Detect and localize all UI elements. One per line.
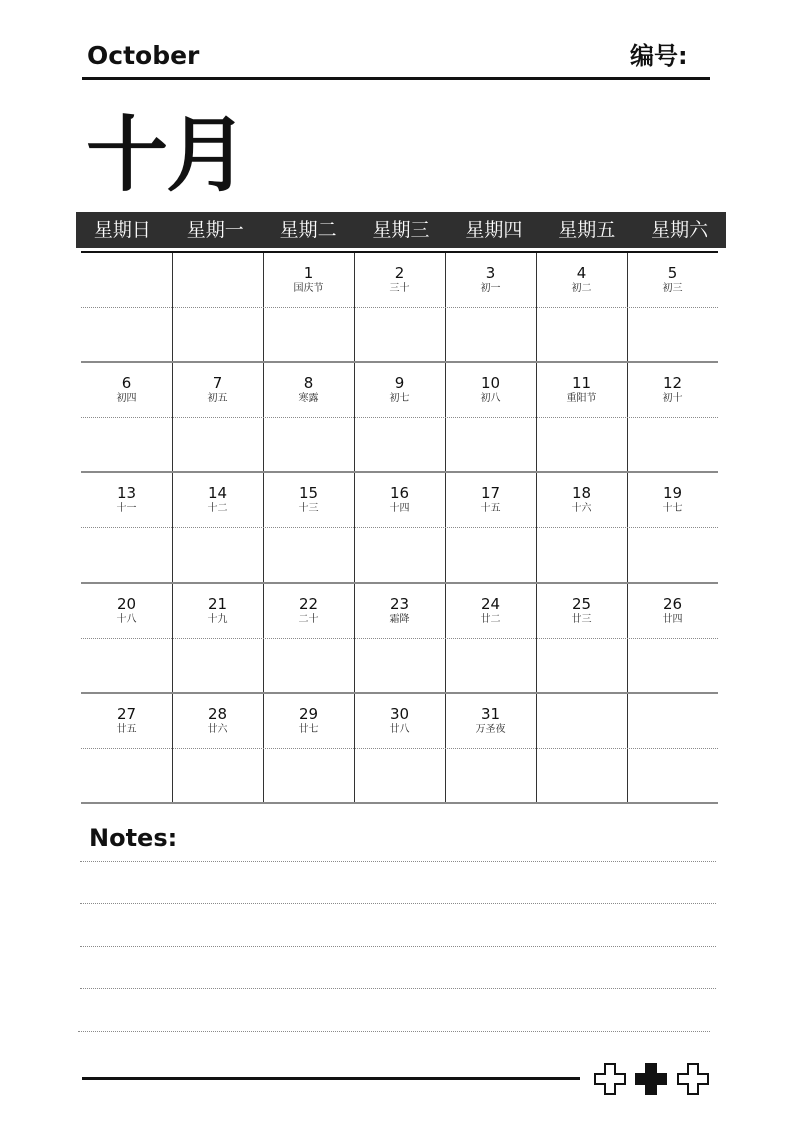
grid-row-divider — [81, 471, 718, 473]
lunar-date: 十四 — [389, 503, 410, 514]
number-label: 编号: — [630, 42, 688, 70]
day-number: 5 — [667, 264, 678, 282]
grid-dotted-line — [81, 417, 718, 418]
lunar-date: 十二 — [207, 503, 228, 514]
calendar-day-cell[interactable] — [445, 705, 536, 737]
lunar-date: 初五 — [207, 393, 228, 404]
day-number: 19 — [662, 484, 683, 502]
lunar-date: 十六 — [571, 503, 592, 514]
day-number: 3 — [485, 264, 496, 282]
day-number: 6 — [121, 374, 132, 392]
weekday-saturday: 星期六 — [651, 219, 709, 241]
grid-row-divider — [81, 582, 718, 584]
weekday-header-bar — [76, 212, 726, 248]
note-line[interactable] — [80, 988, 716, 989]
lunar-date: 初十 — [662, 393, 683, 404]
day-number: 4 — [576, 264, 587, 282]
day-number: 13 — [116, 484, 137, 502]
calendar-day-cell[interactable] — [627, 374, 718, 406]
calendar-day-cell[interactable] — [354, 264, 445, 296]
day-number: 31 — [480, 705, 501, 723]
note-line[interactable] — [80, 861, 716, 862]
note-line[interactable] — [80, 903, 716, 904]
note-line[interactable] — [78, 1031, 710, 1032]
calendar-day-cell[interactable] — [536, 264, 627, 296]
calendar-day-cell[interactable] — [627, 595, 718, 627]
grid-row-divider — [81, 692, 718, 694]
day-number: 16 — [389, 484, 410, 502]
lunar-date: 初七 — [389, 393, 410, 404]
calendar-day-cell[interactable] — [354, 705, 445, 737]
day-number: 28 — [207, 705, 228, 723]
cross-outline-icon — [593, 1062, 627, 1096]
calendar-day-cell[interactable] — [536, 374, 627, 406]
lunar-date: 十八 — [116, 614, 137, 625]
calendar-day-cell[interactable] — [172, 705, 263, 737]
lunar-date: 廿八 — [389, 724, 410, 735]
lunar-date: 重阳节 — [566, 393, 597, 404]
calendar-day-cell[interactable] — [445, 264, 536, 296]
lunar-date: 十五 — [480, 503, 501, 514]
day-number: 8 — [303, 374, 314, 392]
footer-divider — [82, 1077, 580, 1080]
calendar-day-cell[interactable] — [627, 264, 718, 296]
grid-dotted-line — [81, 307, 718, 308]
day-number: 25 — [571, 595, 592, 613]
calendar-day-cell[interactable] — [536, 484, 627, 516]
lunar-date: 初一 — [480, 283, 501, 294]
calendar-day-cell[interactable] — [263, 484, 354, 516]
day-number: 24 — [480, 595, 501, 613]
calendar-day-cell[interactable] — [81, 705, 172, 737]
calendar-day-cell[interactable] — [263, 595, 354, 627]
grid-dotted-line — [81, 527, 718, 528]
day-number: 17 — [480, 484, 501, 502]
lunar-date: 初八 — [480, 393, 501, 404]
grid-row-divider — [81, 802, 718, 804]
grid-dotted-line — [81, 638, 718, 639]
lunar-date: 万圣夜 — [475, 724, 506, 735]
calendar-day-cell[interactable] — [172, 484, 263, 516]
weekday-friday: 星期五 — [558, 219, 616, 241]
day-number: 1 — [303, 264, 314, 282]
grid-dotted-line — [81, 748, 718, 749]
weekday-tuesday: 星期二 — [279, 219, 337, 241]
calendar-day-cell[interactable] — [81, 595, 172, 627]
calendar-day-cell[interactable] — [172, 374, 263, 406]
day-number: 12 — [662, 374, 683, 392]
calendar-day-cell[interactable] — [354, 595, 445, 627]
calendar-day-cell[interactable] — [536, 595, 627, 627]
calendar-grid — [81, 251, 718, 804]
lunar-date: 十三 — [298, 503, 319, 514]
lunar-date: 寒露 — [298, 393, 319, 404]
day-number: 11 — [571, 374, 592, 392]
calendar-day-cell[interactable] — [445, 595, 536, 627]
calendar-day-cell[interactable] — [172, 595, 263, 627]
day-number: 9 — [394, 374, 405, 392]
lunar-date: 初四 — [116, 393, 137, 404]
weekday-wednesday: 星期三 — [372, 219, 430, 241]
day-number: 18 — [571, 484, 592, 502]
day-number: 10 — [480, 374, 501, 392]
day-number: 15 — [298, 484, 319, 502]
calendar-day-cell[interactable] — [627, 484, 718, 516]
weekday-thursday: 星期四 — [465, 219, 523, 241]
day-number: 23 — [389, 595, 410, 613]
day-number: 2 — [394, 264, 405, 282]
calendar-day-cell[interactable] — [263, 705, 354, 737]
day-number: 14 — [207, 484, 228, 502]
lunar-date: 初二 — [571, 283, 592, 294]
lunar-date: 十一 — [116, 503, 137, 514]
lunar-date: 霜降 — [389, 614, 410, 625]
month-english-title: October — [87, 41, 200, 70]
day-number: 22 — [298, 595, 319, 613]
cross-filled-icon — [634, 1062, 668, 1096]
day-number: 7 — [212, 374, 223, 392]
day-number: 29 — [298, 705, 319, 723]
day-number: 26 — [662, 595, 683, 613]
calendar-day-cell[interactable] — [354, 374, 445, 406]
lunar-date: 二十 — [298, 614, 319, 625]
lunar-date: 国庆节 — [293, 283, 324, 294]
grid-row-divider — [81, 361, 718, 363]
lunar-date: 廿五 — [116, 724, 137, 735]
day-number: 21 — [207, 595, 228, 613]
calendar-day-cell[interactable] — [263, 264, 354, 296]
calendar-day-cell[interactable] — [445, 374, 536, 406]
day-number: 20 — [116, 595, 137, 613]
grid-column-divider — [627, 253, 628, 804]
notes-label: Notes: — [89, 824, 178, 852]
lunar-date: 廿六 — [207, 724, 228, 735]
lunar-date: 初三 — [662, 283, 683, 294]
day-number: 30 — [389, 705, 410, 723]
calendar-day-cell[interactable] — [445, 484, 536, 516]
weekday-sunday: 星期日 — [93, 219, 151, 241]
lunar-date: 廿四 — [662, 614, 683, 625]
grid-column-divider — [536, 253, 537, 804]
header-divider — [82, 77, 710, 80]
grid-top-border — [81, 251, 718, 253]
lunar-date: 十九 — [207, 614, 228, 625]
calendar-day-cell[interactable] — [354, 484, 445, 516]
month-chinese-title: 十月 — [86, 108, 247, 203]
weekday-monday: 星期一 — [186, 219, 244, 241]
lunar-date: 廿二 — [480, 614, 501, 625]
note-line[interactable] — [80, 946, 716, 947]
lunar-date: 三十 — [389, 283, 410, 294]
lunar-date: 廿三 — [571, 614, 592, 625]
lunar-date: 十七 — [662, 503, 683, 514]
cross-outline-icon — [676, 1062, 710, 1096]
lunar-date: 廿七 — [298, 724, 319, 735]
calendar-day-cell[interactable] — [81, 374, 172, 406]
calendar-day-cell[interactable] — [81, 484, 172, 516]
calendar-day-cell[interactable] — [263, 374, 354, 406]
day-number: 27 — [116, 705, 137, 723]
